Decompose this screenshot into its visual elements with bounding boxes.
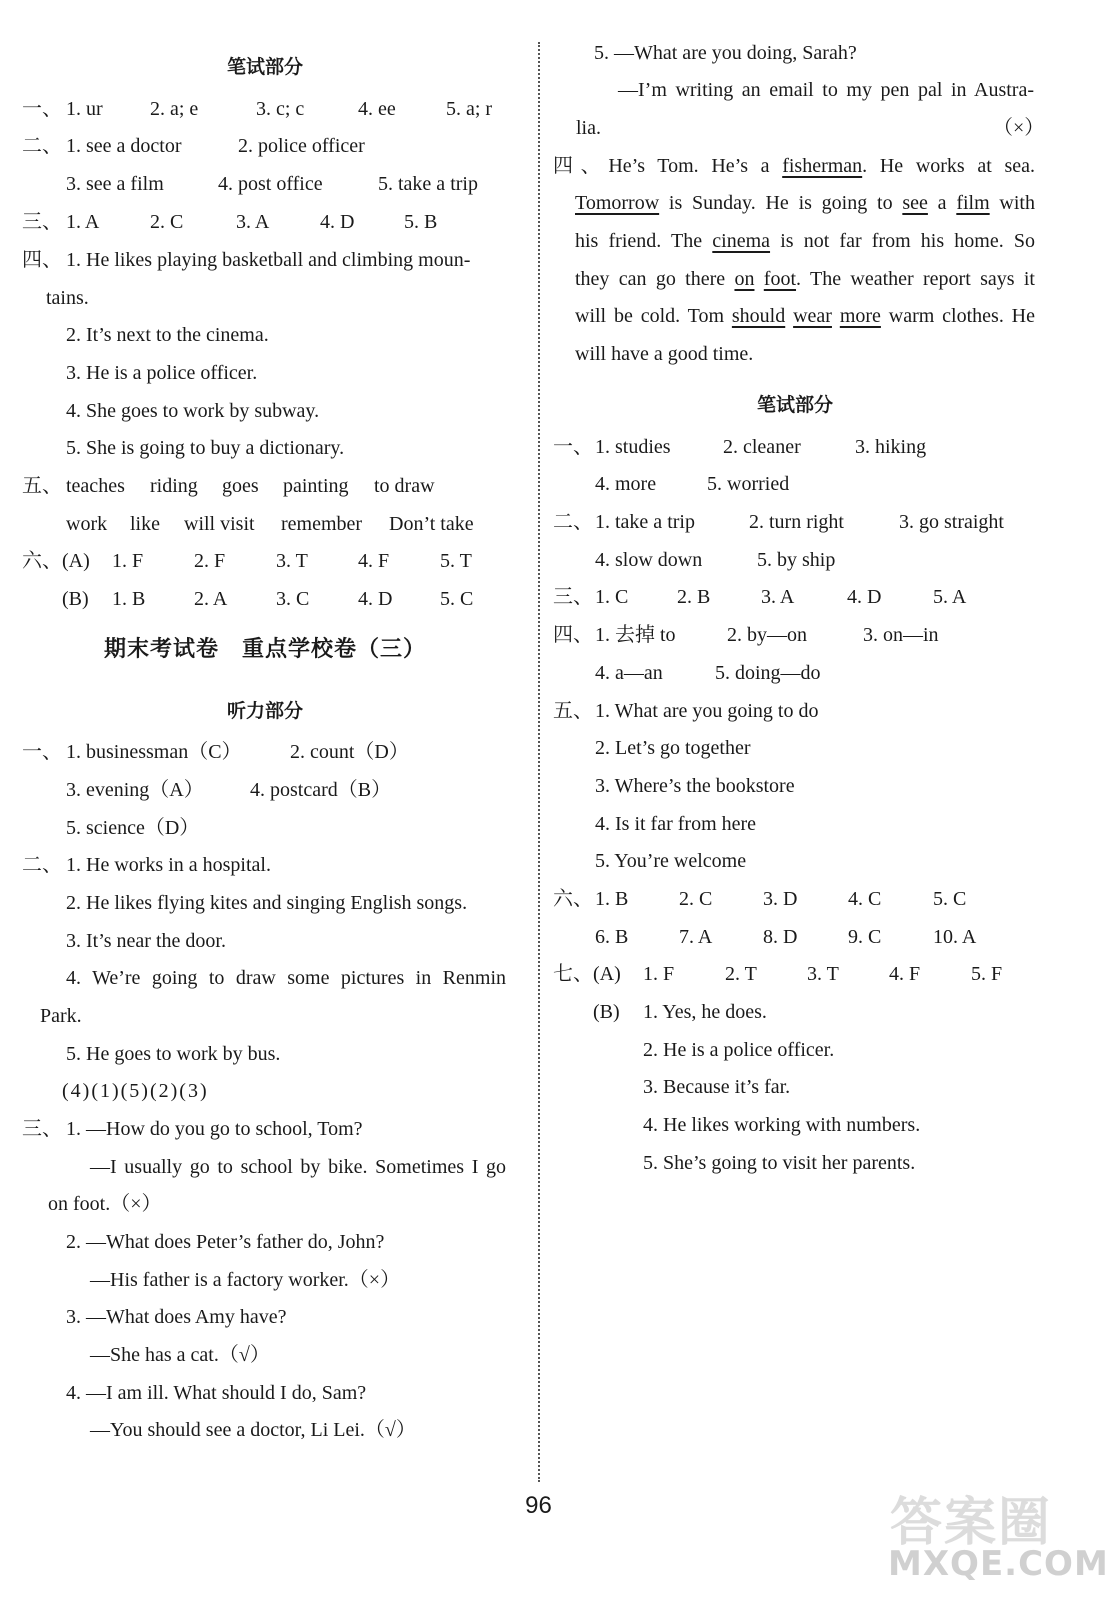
blank-answer: on bbox=[734, 268, 755, 290]
section-num: 六、 bbox=[553, 888, 593, 910]
answer: 2. A bbox=[194, 588, 228, 610]
answer: 4. D bbox=[358, 588, 393, 610]
answer: 4. F bbox=[358, 550, 390, 572]
answer: 4. He likes working with numbers. bbox=[643, 1114, 921, 1136]
section-num: 六、 bbox=[22, 550, 62, 572]
answer: 1. F bbox=[643, 963, 675, 985]
passage-line-3 bbox=[575, 228, 1035, 254]
passage-line-5 bbox=[575, 303, 1035, 329]
blank-answer: Tomorrow bbox=[575, 192, 660, 214]
written-6-row-2 bbox=[545, 924, 1077, 950]
answer: remember bbox=[281, 513, 363, 535]
answer: 2. It’s next to the cinema. bbox=[66, 324, 269, 346]
answer: 4. more bbox=[595, 473, 657, 495]
written-6-row-1 bbox=[545, 886, 1077, 912]
answer: 1. take a trip bbox=[595, 511, 695, 533]
answer: 4. postcard（B） bbox=[250, 779, 392, 801]
answer: 1. He works in a hospital. bbox=[66, 854, 271, 876]
answer: 4. She goes to work by subway. bbox=[66, 400, 320, 422]
section-num: 一、 bbox=[22, 98, 62, 120]
answer: 3. T bbox=[276, 550, 308, 572]
answer: 5. science（D） bbox=[66, 817, 200, 839]
blank-answer: see bbox=[902, 192, 928, 214]
answer: will visit bbox=[184, 513, 255, 535]
answer: 2. cleaner bbox=[723, 436, 801, 458]
passage-text: He’s Tom. He’s a bbox=[608, 155, 783, 177]
listening-1-row-2 bbox=[0, 777, 535, 803]
answer: 5. She is going to buy a dictionary. bbox=[66, 437, 345, 459]
answer: 2. C bbox=[150, 211, 184, 233]
part-label: (B) bbox=[62, 588, 89, 610]
answer: goes bbox=[222, 475, 259, 497]
passage-text: is Sunday. He is going to bbox=[659, 192, 903, 214]
section-2-row-2 bbox=[0, 171, 535, 197]
order-answer: (4)(1)(5)(2)(3) bbox=[62, 1080, 209, 1102]
answer: 3. A bbox=[236, 211, 270, 233]
written-7-row-b bbox=[545, 999, 1077, 1025]
answer: 3. go straight bbox=[899, 511, 1004, 533]
written-4-row-1 bbox=[545, 622, 1077, 648]
section-3 bbox=[0, 209, 535, 235]
written-heading: 笔试部分 bbox=[226, 56, 303, 78]
written-1-row-1 bbox=[545, 434, 1077, 460]
passage-text: . The weather report says it bbox=[796, 268, 1035, 290]
answer: 1. see a doctor bbox=[66, 135, 182, 157]
answer: 2. police officer bbox=[238, 135, 365, 157]
page-number: 96 bbox=[525, 1492, 552, 1519]
answer: 1. Yes, he does. bbox=[643, 1001, 767, 1023]
watermark-logo bbox=[880, 1480, 1109, 1592]
answer: 3. A bbox=[761, 586, 795, 608]
answer: 1. What are you going to do bbox=[595, 700, 819, 722]
dialogue-line: —I usually go to school by bike. Sometimes I go bbox=[90, 1156, 506, 1178]
answer: 6. B bbox=[595, 926, 629, 948]
answer: 1. 去掉 to bbox=[595, 624, 676, 646]
answer: 5. a; r bbox=[446, 98, 493, 120]
answer: like bbox=[130, 513, 160, 535]
answer: 10. A bbox=[933, 926, 977, 948]
answer: 2. F bbox=[194, 550, 226, 572]
section-num: 四、 bbox=[553, 155, 609, 177]
exam-title: 期末考试卷 重点学校卷（三） bbox=[103, 637, 426, 662]
blank-answer: fisherman bbox=[782, 155, 863, 177]
answer: 5. She’s going to visit her parents. bbox=[643, 1152, 916, 1174]
blank-answer: film bbox=[956, 192, 990, 214]
answer: 2. He is a police officer. bbox=[643, 1039, 835, 1061]
passage-text: is not far from his home. So bbox=[770, 230, 1035, 252]
judgement-mark: （×） bbox=[993, 117, 1045, 139]
answer: 3. Where’s the bookstore bbox=[595, 775, 795, 797]
answer: 1. C bbox=[595, 586, 629, 608]
answer: 3. c; c bbox=[256, 98, 305, 120]
blank-answer: foot bbox=[763, 268, 797, 290]
answer: 8. D bbox=[763, 926, 798, 948]
section-6-row-a bbox=[0, 548, 535, 574]
written-heading: 笔试部分 bbox=[756, 394, 833, 416]
answer: 3. Because it’s far. bbox=[643, 1076, 791, 1098]
listening-1-row-1 bbox=[0, 739, 535, 765]
answer: 2. a; e bbox=[150, 98, 199, 120]
section-num: 三、 bbox=[553, 586, 593, 608]
listening-heading: 听力部分 bbox=[226, 700, 303, 722]
answer: 1. studies bbox=[595, 436, 671, 458]
section-num: 七、 bbox=[553, 963, 593, 985]
section-num: 一、 bbox=[553, 436, 593, 458]
answer: 5. A bbox=[933, 586, 967, 608]
section-num: 一、 bbox=[22, 741, 62, 763]
written-5-line-1 bbox=[545, 698, 1077, 724]
dialogue-line: 2. —What does Peter’s father do, John? bbox=[66, 1231, 385, 1253]
section-4-line-1 bbox=[0, 247, 535, 273]
section-num: 二、 bbox=[22, 135, 62, 157]
dialogue-line: —His father is a factory worker.（×） bbox=[90, 1269, 401, 1291]
column-divider bbox=[538, 42, 540, 1482]
answer: 2. T bbox=[725, 963, 757, 985]
answer: 4. D bbox=[847, 586, 882, 608]
answer: 3. He is a police officer. bbox=[66, 362, 258, 384]
answer: 4. ee bbox=[358, 98, 396, 120]
answer: 5. take a trip bbox=[378, 173, 478, 195]
dialogue-line: —She has a cat.（√） bbox=[90, 1344, 270, 1366]
answer: 2. Let’s go together bbox=[595, 737, 751, 759]
answer: 5. B bbox=[404, 211, 438, 233]
answer: to draw bbox=[374, 475, 435, 497]
answer: 3. hiking bbox=[855, 436, 927, 458]
answer: 3. T bbox=[807, 963, 839, 985]
written-3 bbox=[545, 584, 1077, 610]
answer: 4. slow down bbox=[595, 549, 703, 571]
answer: 3. evening（A） bbox=[66, 779, 204, 801]
answer: 3. It’s near the door. bbox=[66, 930, 226, 952]
answer: 5. You’re welcome bbox=[595, 850, 747, 872]
answer: 7. A bbox=[679, 926, 713, 948]
blank-answer: cinema bbox=[712, 230, 771, 252]
answer: 4. post office bbox=[218, 173, 323, 195]
answer: 1. A bbox=[66, 211, 100, 233]
answer: 5. T bbox=[440, 550, 472, 572]
answer: 2. C bbox=[679, 888, 713, 910]
section-num: 四、 bbox=[553, 624, 593, 646]
dialogue-line: 3. —What does Amy have? bbox=[66, 1306, 287, 1328]
dialogue-line: 5. —What are you doing, Sarah? bbox=[594, 42, 857, 64]
dialogue-line: 4. —I am ill. What should I do, Sam? bbox=[66, 1382, 367, 1404]
dialogue-line: 1. —How do you go to school, Tom? bbox=[66, 1118, 363, 1140]
written-1-row-2 bbox=[545, 471, 1077, 497]
passage-text: will be cold. Tom bbox=[575, 305, 732, 327]
answer: 4. Is it far from here bbox=[595, 813, 757, 835]
answer: riding bbox=[150, 475, 198, 497]
written-2-row-1 bbox=[545, 509, 1077, 535]
answer: 4. C bbox=[848, 888, 882, 910]
dialogue-line: —You should see a doctor, Li Lei.（√） bbox=[90, 1419, 416, 1441]
answer: 1. He likes playing basketball and climbing moun- bbox=[66, 249, 471, 271]
answer: 1. ur bbox=[66, 98, 103, 120]
answer: 2. by—on bbox=[727, 624, 807, 646]
answer: 5. worried bbox=[707, 473, 790, 495]
passage-line-6: will have a good time. bbox=[575, 343, 754, 365]
answer: teaches bbox=[66, 475, 125, 497]
answer: 2. B bbox=[677, 586, 711, 608]
written-4-row-2 bbox=[545, 660, 1077, 686]
answer: 1. B bbox=[595, 888, 629, 910]
answer: 4. F bbox=[889, 963, 921, 985]
answer: 5. by ship bbox=[757, 549, 836, 571]
answer: 1. businessman（C） bbox=[66, 741, 242, 763]
answer: 3. D bbox=[763, 888, 798, 910]
passage-line-1 bbox=[553, 153, 1035, 179]
blank-answer: wear bbox=[793, 305, 832, 327]
answer: 3. C bbox=[276, 588, 310, 610]
section-6-row-b bbox=[0, 586, 535, 612]
passage-text: warm clothes. He bbox=[880, 305, 1035, 327]
answer: 2. turn right bbox=[749, 511, 844, 533]
section-5-row-2 bbox=[0, 511, 535, 537]
dialogue-line: —I’m writing an email to my pen pal in Austra- bbox=[618, 79, 1034, 101]
answer: painting bbox=[283, 475, 349, 497]
answer: 5. He goes to work by bus. bbox=[66, 1043, 281, 1065]
answer: 3. see a film bbox=[66, 173, 164, 195]
written-7-row-a bbox=[545, 961, 1077, 987]
listening-2-line-1 bbox=[0, 852, 535, 878]
passage-line-2 bbox=[575, 190, 1035, 216]
passage-text: they can go there bbox=[575, 268, 735, 290]
part-label: (B) bbox=[593, 1001, 620, 1023]
listening-3-q1 bbox=[0, 1116, 535, 1142]
watermark-text: 答案圈 bbox=[890, 1493, 1053, 1553]
section-num: 五、 bbox=[553, 700, 593, 722]
passage-line-4 bbox=[575, 266, 1035, 292]
section-num: 二、 bbox=[553, 511, 593, 533]
answer: 5. C bbox=[933, 888, 967, 910]
section-num: 三、 bbox=[22, 1118, 62, 1140]
answer: 4. D bbox=[320, 211, 355, 233]
dialogue-line: lia. bbox=[576, 117, 601, 139]
dialogue-line-end bbox=[545, 115, 1045, 141]
section-num: 三、 bbox=[22, 211, 62, 233]
answer: work bbox=[66, 513, 108, 535]
answer: 2. count（D） bbox=[290, 741, 409, 763]
section-num: 二、 bbox=[22, 854, 62, 876]
section-num: 五、 bbox=[22, 475, 62, 497]
answer: 4. We’re going to draw some pictures in Renmin bbox=[66, 967, 506, 989]
answer: 1. B bbox=[112, 588, 146, 610]
part-label: (A) bbox=[62, 550, 90, 572]
watermark-url: MXQE.COM bbox=[888, 1544, 1109, 1584]
answer: 5. F bbox=[971, 963, 1003, 985]
section-1 bbox=[0, 96, 535, 122]
answer: 4. a—an bbox=[595, 662, 663, 684]
answer-continued: tains. bbox=[46, 287, 89, 309]
blank-answer: should bbox=[731, 305, 786, 327]
answer: 9. C bbox=[848, 926, 882, 948]
written-2-row-2 bbox=[545, 547, 1077, 573]
passage-text: with bbox=[989, 192, 1035, 214]
answer: 5. C bbox=[440, 588, 474, 610]
blank-answer: more bbox=[839, 305, 881, 327]
answer: 1. F bbox=[112, 550, 144, 572]
passage-text: his friend. The bbox=[575, 230, 713, 252]
answer: 2. He likes flying kites and singing English songs. bbox=[66, 892, 468, 914]
dialogue-line: on foot.（×） bbox=[48, 1193, 162, 1215]
section-2-row-1 bbox=[0, 133, 535, 159]
answer: 5. doing—do bbox=[715, 662, 821, 684]
part-label: (A) bbox=[593, 963, 621, 985]
passage-text: a bbox=[927, 192, 957, 214]
section-5-row-1 bbox=[0, 473, 535, 499]
section-num: 四、 bbox=[22, 249, 62, 271]
answer: Don’t take bbox=[389, 513, 474, 535]
answer-continued: Park. bbox=[40, 1005, 82, 1027]
answer: 3. on—in bbox=[863, 624, 939, 646]
passage-text: . He works at sea. bbox=[862, 155, 1035, 177]
